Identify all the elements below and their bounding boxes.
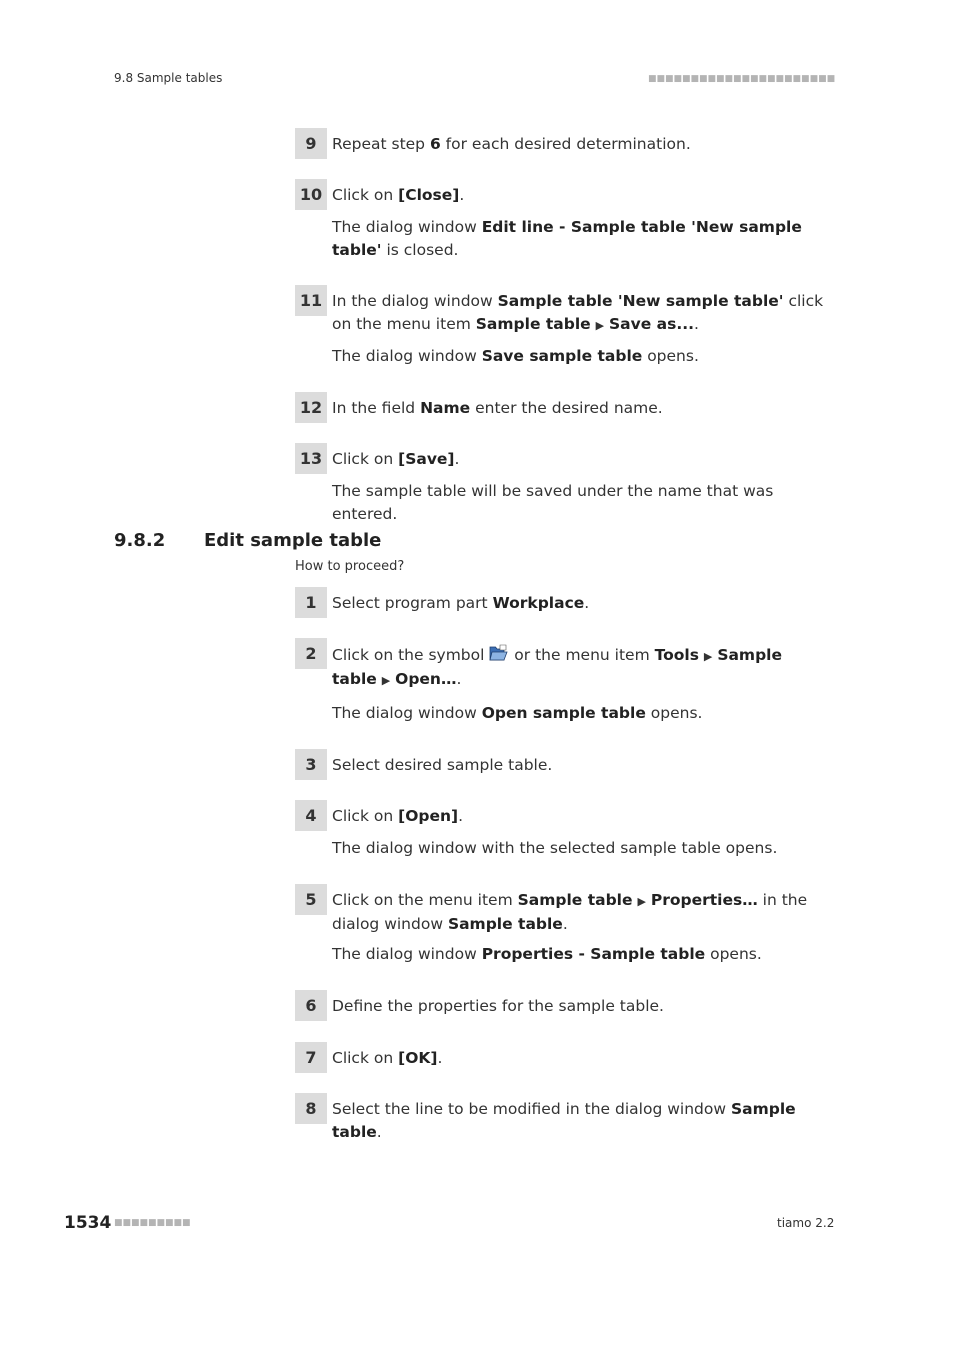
page-number: 1534 [64, 1213, 112, 1233]
step-text: Select the line to be modified in the dialog window Sample table. [332, 1100, 796, 1141]
step-result: The dialog window with the selected sample table opens. [332, 839, 778, 857]
submenu-arrow-icon: ▶ [703, 650, 713, 663]
step-text: Click on [Close]. [332, 186, 465, 204]
step-number: 13 [295, 443, 327, 474]
running-header-dots: ■■■■■■■■■■■■■■■■■■■■■■ [648, 74, 836, 84]
step-number: 8 [295, 1093, 327, 1124]
submenu-arrow-icon: ▶ [637, 895, 646, 908]
step-number: 11 [295, 285, 327, 316]
section-intro: How to proceed? [295, 559, 405, 574]
step-text: Click on [Open]. [332, 807, 464, 825]
step-number: 3 [295, 749, 327, 780]
step-text: Click on [Save]. [332, 450, 460, 468]
running-header-section: 9.8 Sample tables [114, 71, 223, 85]
step-text: Repeat step 6 for each desired determination. [332, 135, 691, 153]
step-number: 2 [295, 638, 327, 669]
step-result: The dialog window Edit line - Sample table 'New sample table' is closed. [332, 218, 802, 259]
submenu-arrow-icon: ▶ [381, 674, 391, 687]
step-result: The sample table will be saved under the name that was entered. [332, 482, 774, 523]
step-text: Select program part Workplace. [332, 594, 590, 612]
step-number: 4 [295, 800, 327, 831]
step-text: Click on [OK]. [332, 1049, 443, 1067]
section-title: Edit sample table [204, 530, 382, 551]
step-text: In the dialog window Sample table 'New sample table' click on the menu item Sample table ▶ Save as.... [332, 292, 824, 333]
step-result: The dialog window Open sample table opens. [332, 704, 703, 722]
step-number: 6 [295, 990, 327, 1021]
step-text: In the field Name enter the desired name. [332, 399, 663, 417]
open-folder-icon [489, 644, 509, 662]
step-number: 1 [295, 587, 327, 618]
step-text: Select desired sample table. [332, 756, 553, 774]
section-number: 9.8.2 [114, 530, 166, 551]
product-name: tiamo 2.2 [777, 1216, 835, 1230]
step-number: 10 [295, 179, 327, 210]
step-text: Define the properties for the sample table. [332, 997, 664, 1015]
step-text: Click on the symbol or the menu item Tools ▶ Sample table ▶ Open…. [332, 646, 783, 688]
step-text: Click on the menu item Sample table ▶ Properties… in the dialog window Sample table. [332, 891, 808, 933]
step-number: 9 [295, 128, 327, 159]
step-number: 5 [295, 884, 327, 915]
step-number: 7 [295, 1042, 327, 1073]
step-number: 12 [295, 392, 327, 423]
footer-dots: ■■■■■■■■■ [114, 1218, 191, 1228]
step-result: The dialog window Properties - Sample table opens. [332, 945, 762, 963]
submenu-arrow-icon: ▶ [595, 319, 605, 332]
step-result: The dialog window Save sample table opens. [332, 347, 699, 365]
